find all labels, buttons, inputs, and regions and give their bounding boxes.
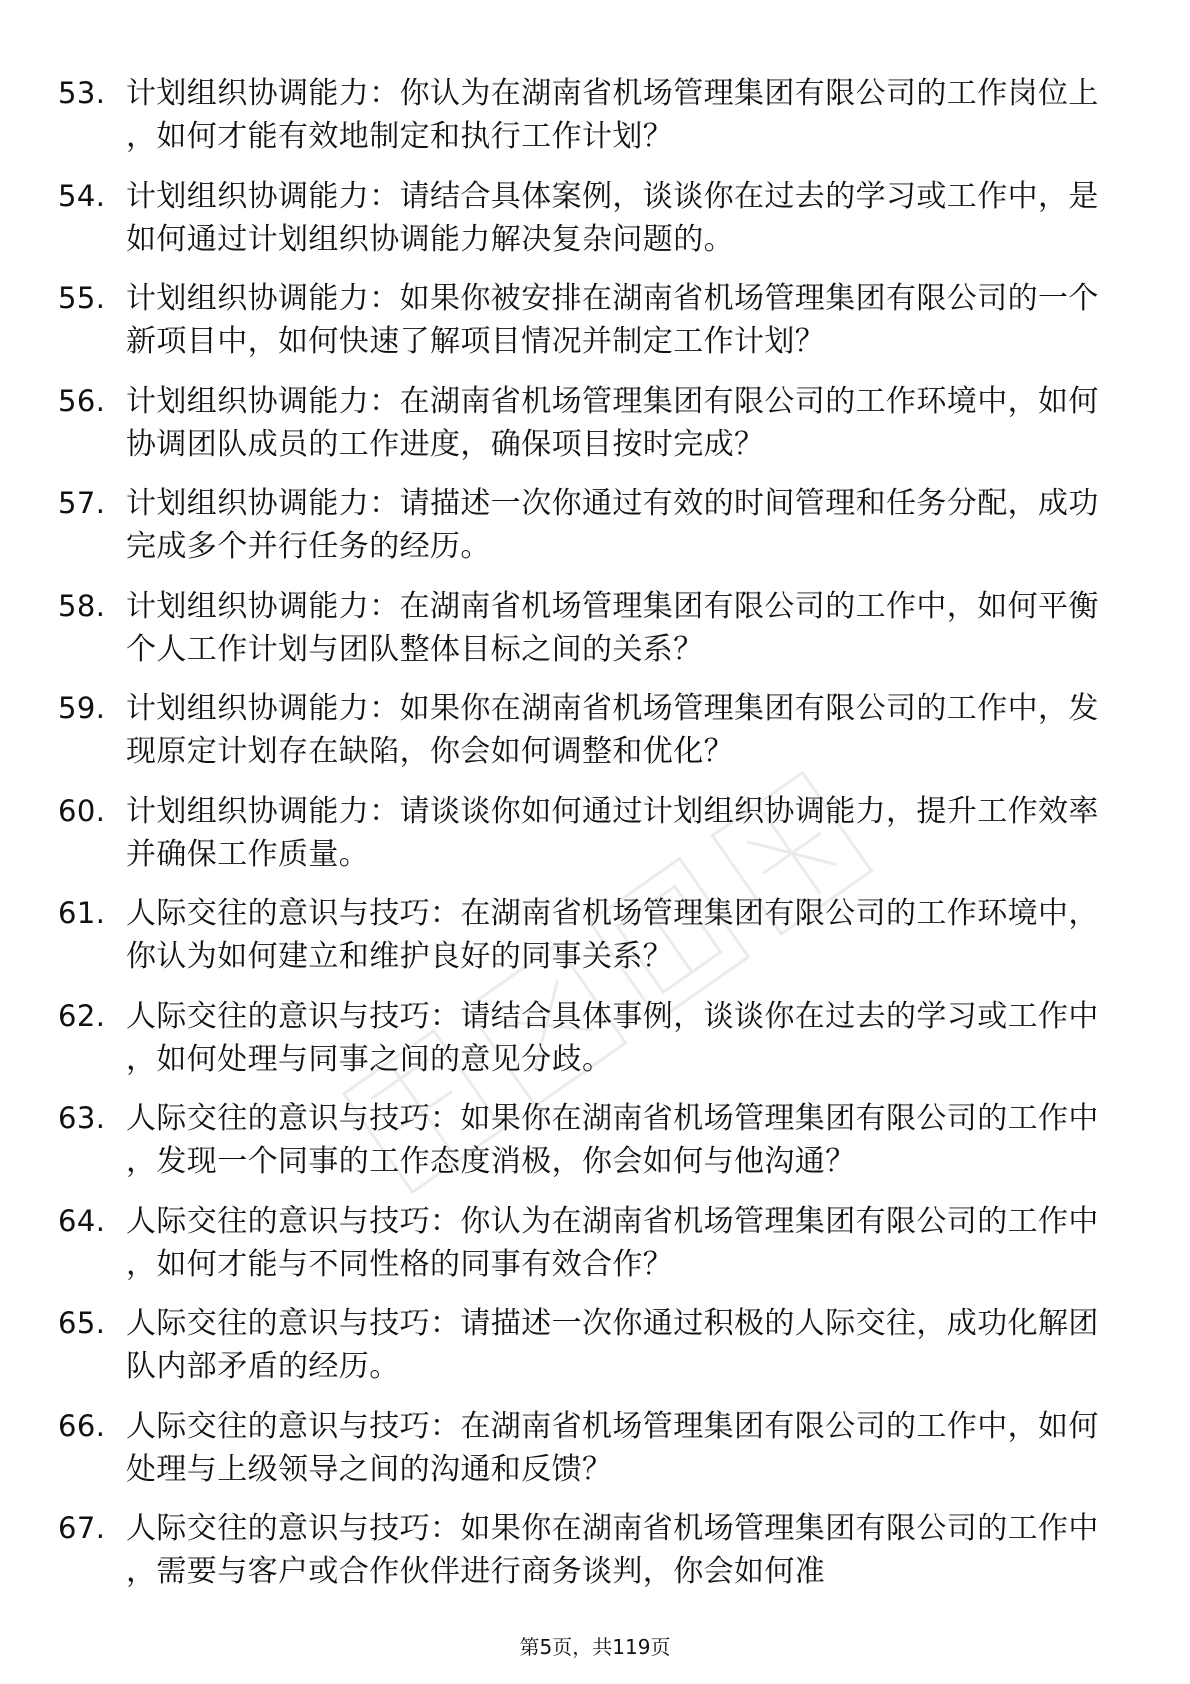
question-item bbox=[58, 175, 1118, 261]
question-text: 人际交往的意识与技巧：如果你在湖南省机场管理集团有限公司的工作中，需要与客户或合作伙伴进行商务谈判，你会如何准 bbox=[126, 1511, 1099, 1589]
question-number: 55. bbox=[58, 281, 106, 315]
question-number: 66. bbox=[58, 1408, 106, 1443]
question-item bbox=[58, 1097, 1118, 1183]
question-number: 64. bbox=[58, 1203, 106, 1238]
question-text: 计划组织协调能力：在湖南省机场管理集团有限公司的工作中，如何平衡个人工作计划与团队整体目标之间的关系？ bbox=[126, 588, 1099, 667]
question-number: 61. bbox=[58, 896, 106, 930]
question-item bbox=[58, 892, 1118, 978]
question-number: 60. bbox=[58, 793, 106, 828]
question-item bbox=[58, 687, 1118, 773]
question-item bbox=[58, 1302, 1118, 1388]
question-number: 67. bbox=[58, 1511, 106, 1545]
question-text: 计划组织协调能力：请描述一次你通过有效的时间管理和任务分配，成功完成多个并行任务的经历。 bbox=[126, 486, 1099, 564]
question-text: 计划组织协调能力：请谈谈你如何通过计划组织协调能力，提升工作效率并确保工作质量。 bbox=[126, 793, 1099, 872]
question-text: 人际交往的意识与技巧：如果你在湖南省机场管理集团有限公司的工作中，发现一个同事的工作态度消极，你会如何与他沟通？ bbox=[126, 1101, 1099, 1179]
question-item bbox=[58, 72, 1118, 158]
question-text: 计划组织协调能力：请结合具体案例，谈谈你在过去的学习或工作中，是如何通过计划组织协调能力解决复杂问题的。 bbox=[126, 178, 1099, 257]
question-text: 计划组织协调能力：如果你在湖南省机场管理集团有限公司的工作中，发现原定计划存在缺陷，你会如何调整和优化？ bbox=[126, 691, 1099, 769]
question-text: 人际交往的意识与技巧：在湖南省机场管理集团有限公司的工作中，如何处理与上级领导之间的沟通和反馈？ bbox=[126, 1408, 1099, 1487]
question-text: 计划组织协调能力：如果你被安排在湖南省机场管理集团有限公司的一个新项目中，如何快速了解项目情况并制定工作计划？ bbox=[126, 281, 1099, 359]
question-item bbox=[58, 1507, 1118, 1593]
question-number: 58. bbox=[58, 588, 106, 623]
question-number: 56. bbox=[58, 383, 106, 418]
question-item bbox=[58, 482, 1118, 568]
question-text: 人际交往的意识与技巧：你认为在湖南省机场管理集团有限公司的工作中，如何才能与不同性格的同事有效合作？ bbox=[126, 1203, 1099, 1282]
page-indicator: 第5页，共119页 bbox=[519, 1635, 671, 1659]
question-item bbox=[58, 380, 1118, 466]
question-item bbox=[58, 277, 1118, 363]
question-text: 计划组织协调能力：在湖南省机场管理集团有限公司的工作环境中，如何协调团队成员的工作进度，确保项目按时完成？ bbox=[126, 383, 1099, 462]
question-number: 59. bbox=[58, 691, 106, 725]
question-text: 人际交往的意识与技巧：在湖南省机场管理集团有限公司的工作环境中，你认为如何建立和维护良好的同事关系？ bbox=[126, 896, 1099, 974]
question-list bbox=[58, 72, 1118, 1610]
question-item bbox=[58, 585, 1118, 671]
question-number: 62. bbox=[58, 998, 106, 1033]
question-number: 53. bbox=[58, 76, 106, 110]
question-item bbox=[58, 1405, 1118, 1491]
question-item bbox=[58, 1200, 1118, 1286]
question-text: 计划组织协调能力：你认为在湖南省机场管理集团有限公司的工作岗位上，如何才能有效地制定和执行工作计划？ bbox=[126, 76, 1099, 154]
question-number: 57. bbox=[58, 486, 106, 520]
question-text: 人际交往的意识与技巧：请结合具体事例，谈谈你在过去的学习或工作中，如何处理与同事之间的意见分歧。 bbox=[126, 998, 1099, 1077]
question-number: 54. bbox=[58, 178, 106, 213]
question-text: 人际交往的意识与技巧：请描述一次你通过积极的人际交往，成功化解团队内部矛盾的经历。 bbox=[126, 1306, 1099, 1384]
question-item bbox=[58, 790, 1118, 876]
question-number: 65. bbox=[58, 1306, 106, 1340]
question-item bbox=[58, 995, 1118, 1081]
question-number: 63. bbox=[58, 1101, 106, 1135]
